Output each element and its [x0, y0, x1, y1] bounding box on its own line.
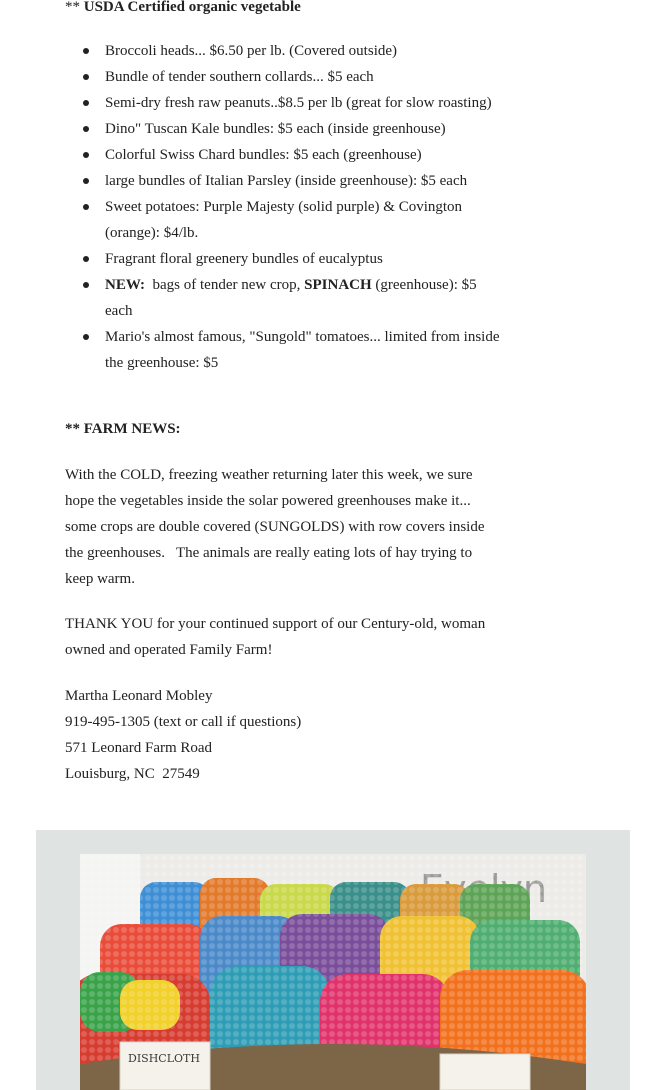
product-item: Bundle of tender southern collards... $5 each	[105, 64, 535, 90]
product-item: Semi-dry fresh raw peanuts..$8.5 per lb (great for slow roasting)	[105, 90, 535, 116]
certified-prefix: **	[65, 0, 80, 15]
product-item: Sweet potatoes: Purple Majesty (solid purple) & Covington (orange): $4/lb.	[105, 194, 535, 246]
label-text: DISHCLOTH	[128, 1052, 200, 1065]
product-item: NEW: bags of tender new crop, SPINACH (greenhouse): $5 each	[105, 272, 535, 324]
signature-block	[65, 683, 301, 787]
spinach-label: SPINACH	[304, 277, 372, 293]
signature-name: Martha Leonard Mobley	[65, 688, 213, 704]
thank-you-paragraph: THANK YOU for your continued support of our Century-old, woman owned and operated Family Farm!	[65, 616, 486, 658]
product-item: large bundles of Italian Parsley (inside greenhouse): $5 each	[105, 168, 535, 194]
farm-news-paragraph: With the COLD, freezing weather returning later this week, we sure hope the vegetables inside the solar powered greenhouses make it... some crops are double covered (SUNGOLDS) with row covers inside the greenhouses. The animals are really eating lots of hay trying to keep warm.	[65, 467, 485, 587]
farm-news-heading: ** FARM NEWS:	[65, 421, 181, 437]
new-label: NEW:	[105, 277, 146, 293]
product-item: Dino" Tuscan Kale bundles: $5 each (inside greenhouse)	[105, 116, 535, 142]
product-item: Fragrant floral greenery bundles of eucalyptus	[105, 246, 535, 272]
certified-heading: USDA Certified organic vegetable	[83, 0, 301, 15]
photo-illustration	[80, 854, 586, 1090]
signature-phone[interactable]: 919-495-1305 (text or call if questions)	[65, 714, 302, 730]
product-item: Colorful Swiss Chard bundles: $5 each (greenhouse)	[105, 142, 535, 168]
certified-line	[65, 0, 301, 20]
crocheted-dishcloths-photo[interactable]	[80, 854, 586, 1090]
signature-city: Louisburg, NC 27549	[65, 766, 200, 782]
product-list	[105, 38, 535, 376]
signature-address: 571 Leonard Farm Road	[65, 740, 213, 756]
product-item: Broccoli heads... $6.50 per lb. (Covered outside)	[105, 38, 535, 64]
product-item: Mario's almost famous, "Sungold" tomatoes... limited from inside the greenhouse: $5	[105, 324, 535, 376]
